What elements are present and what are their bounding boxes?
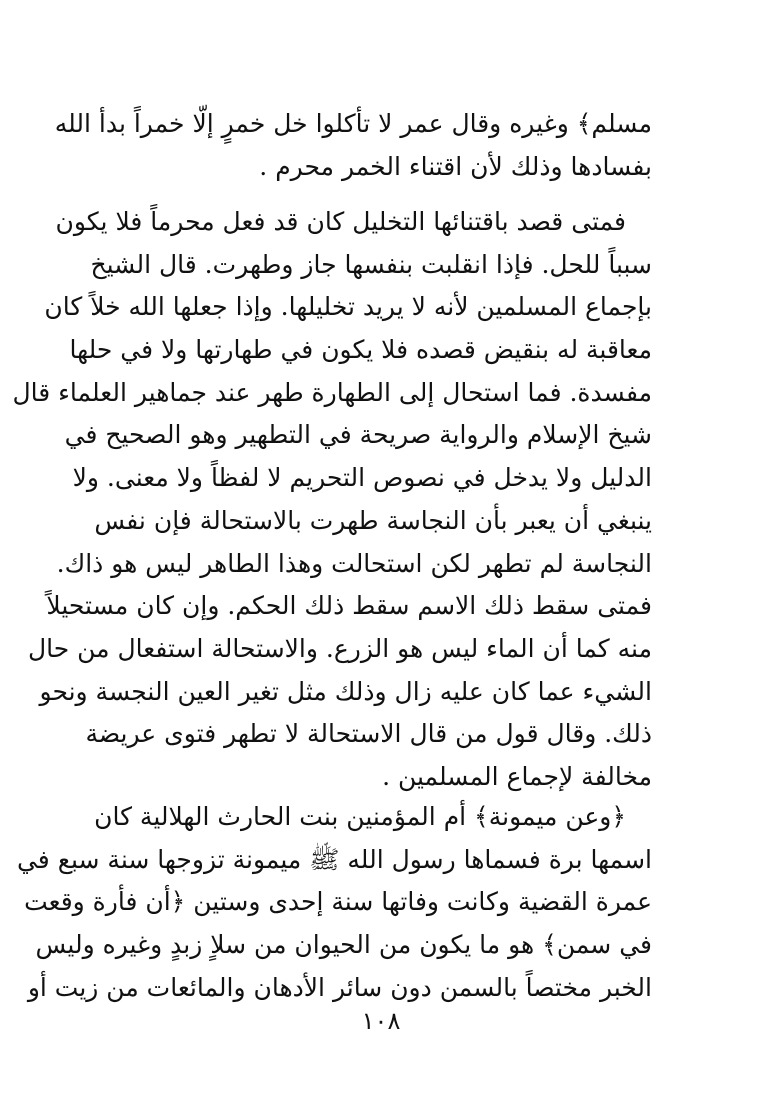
text-line: مسلم﴾ وغيره وقال عمر لا تأكلوا خل خمرٍ إلّا خمراً بدأ الله xyxy=(54,109,652,138)
text-line: ذلك. وقال قول من قال الاستحالة لا تطهر فتوى عريضة xyxy=(85,719,652,749)
text-line: ﴿وعن ميمونة﴾ أم المؤمنين بنت الحارث الهلالية كان xyxy=(94,802,626,831)
text-line: بفسادها وذلك لأن اقتناء الخمر محرم . xyxy=(259,151,652,181)
text-line: عمرة القضية وكانت وفاتها سنة إحدى وستين ﴿أن فأرة وقعت xyxy=(24,887,652,917)
paragraph-2 xyxy=(12,201,652,799)
text-line: مخالفة لإجماع المسلمين . xyxy=(382,761,652,791)
text-line: مفسدة. فما استحال إلى الطهارة طهر عند جماهير العلماء قال xyxy=(12,377,652,407)
text-line: الشيء عما كان عليه زال وذلك مثل تغير العين النجسة ونحو xyxy=(39,676,652,706)
paragraph-1 xyxy=(54,103,652,188)
page-number: ١٠٨ xyxy=(361,1007,401,1035)
text-line: الدليل ولا يدخل في نصوص التحريم لا لفظاً ولا معنى. ولا xyxy=(72,463,652,493)
text-line: شيخ الإسلام والرواية صريحة في التطهير وهو الصحيح في xyxy=(64,420,652,450)
text-line: النجاسة لم تطهر لكن استحالت وهذا الطاهر ليس هو ذاك. xyxy=(56,548,652,578)
text-line: سبباً للحل. فإذا انقلبت بنفسها جاز وطهرت. قال الشيخ xyxy=(90,249,652,279)
text-line: فمتى سقط ذلك الاسم سقط ذلك الحكم. وإن كان مستحيلاً xyxy=(46,591,652,621)
text-line: ينبغي أن يعبر بأن النجاسة طهرت بالاستحالة فإن نفس xyxy=(94,505,652,535)
text-line: بإجماع المسلمين لأنه لا يريد تخليلها. وإذا جعلها الله خلاً كان xyxy=(44,292,652,322)
text-line: اسمها برة فسماها رسول الله ﷺ ميمونة تزوجها سنة سبع في xyxy=(16,844,652,874)
text-line: في سمن﴾ هو ما يكون من الحيوان من سلاٍ زبدٍ وغيره وليس xyxy=(35,930,652,960)
text-line: فمتى قصد باقتنائها التخليل كان قد فعل محرماً فلا يكون xyxy=(55,207,626,236)
paragraph-3 xyxy=(16,796,652,1009)
text-line: معاقبة له بنقيض قصده فلا يكون في طهارتها ولا في حلها xyxy=(69,335,652,365)
text-line: منه كما أن الماء ليس هو الزرع. والاستحالة استفعال من حال xyxy=(27,633,652,663)
text-line: الخبر مختصاً بالسمن دون سائر الأدهان والمائعات من زيت أو xyxy=(27,972,652,1002)
